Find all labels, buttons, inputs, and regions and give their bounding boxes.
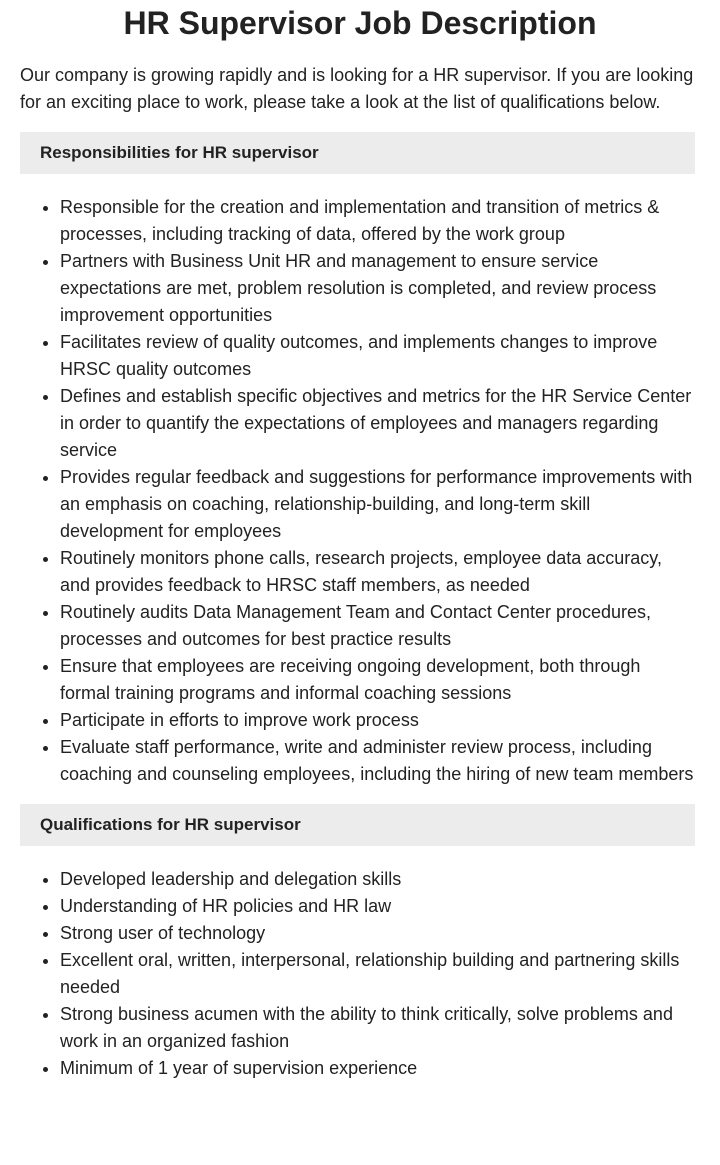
sections <box>0 132 720 1082</box>
list-item: • Ensure that employees are receiving ongoing development, both through formal training programs and informal coaching sessions <box>60 653 695 707</box>
list-item: • Developed leadership and delegation skills <box>60 866 695 893</box>
page-title: HR Supervisor Job Description <box>123 5 597 41</box>
intro-text: Our company is growing rapidly and is looking for a HR supervisor. If you are looking for an exciting place to work, please take a look at the list of qualifications below. <box>20 65 694 112</box>
list-item: • Routinely monitors phone calls, research projects, employee data accuracy, and provides feedback to HRSC staff members, as needed <box>60 545 695 599</box>
list-item: • Provides regular feedback and suggestions for performance improvements with an emphasis on coaching, relationship-building, and long-term skill development for employees <box>60 464 695 545</box>
list-item: • Facilitates review of quality outcomes, and implements changes to improve HRSC quality outcomes <box>60 329 695 383</box>
list-item: • Strong business acumen with the ability to think critically, solve problems and work in an organized fashion <box>60 1001 695 1055</box>
section-heading: Responsibilities for HR supervisor <box>20 132 695 174</box>
list-item: • Evaluate staff performance, write and administer review process, including coaching and counseling employees, including the hiring of new team members <box>60 734 695 788</box>
section-list <box>20 866 695 1082</box>
list-item: • Participate in efforts to improve work process <box>60 707 695 734</box>
list-item: • Understanding of HR policies and HR law <box>60 893 695 920</box>
list-item: • Minimum of 1 year of supervision experience <box>60 1055 695 1082</box>
list-item: • Strong user of technology <box>60 920 695 947</box>
section-heading: Qualifications for HR supervisor <box>20 804 695 846</box>
list-item: • Partners with Business Unit HR and management to ensure service expectations are met, problem resolution is completed, and review process improvement opportunities <box>60 248 695 329</box>
list-item: • Routinely audits Data Management Team and Contact Center procedures, processes and outcomes for best practice results <box>60 599 695 653</box>
section-list <box>20 194 695 788</box>
list-item: • Responsible for the creation and implementation and transition of metrics & processes, including tracking of data, offered by the work group <box>60 194 695 248</box>
list-item: • Excellent oral, written, interpersonal, relationship building and partnering skills needed <box>60 947 695 1001</box>
list-item: • Defines and establish specific objectives and metrics for the HR Service Center in order to quantify the expectations of employees and managers regarding service <box>60 383 695 464</box>
